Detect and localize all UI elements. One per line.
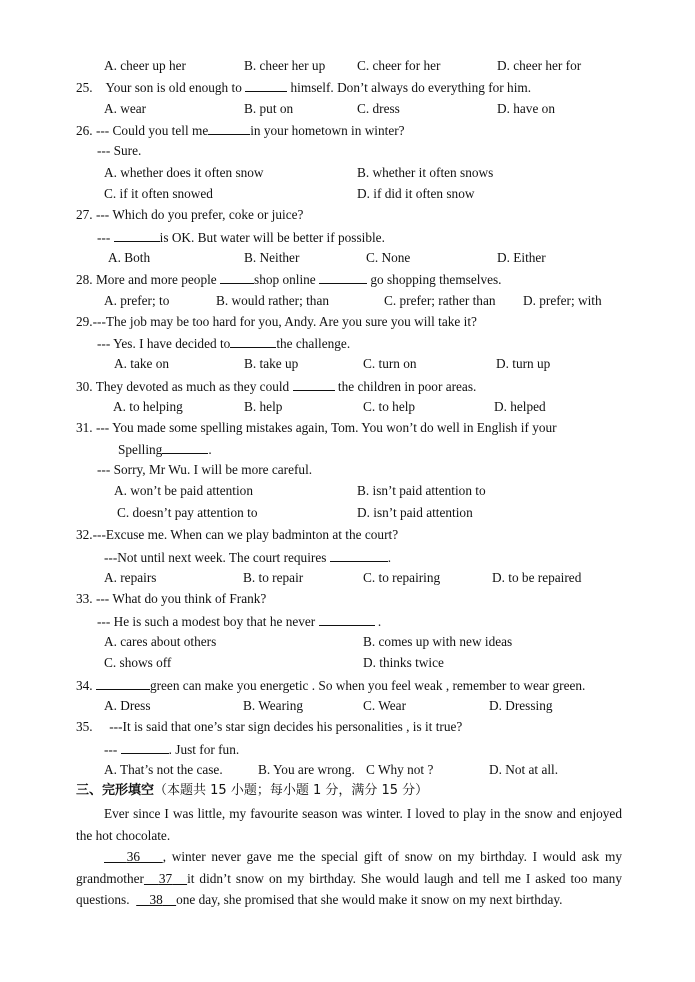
passage-text: , winter never gave me the special gift of snow on my birthday. I would ask my grandmother [76,849,622,886]
q25-stem [76,78,531,97]
q34-option-b[interactable]: B. Wearing [243,698,303,713]
q29-option-b[interactable]: B. take up [244,356,299,371]
q28-option-b[interactable]: B. would rather; than [216,293,329,308]
q28-option-d[interactable]: D. prefer; with [523,293,602,308]
answer-blank [230,334,276,348]
q30-option-a[interactable]: A. to helping [113,399,183,414]
q31-number: 31. [76,420,93,435]
q31-line1: --- You made some spelling mistakes again, Tom. You won’t do well in English if your [95,420,557,435]
q31-line2 [118,440,212,459]
passage-paragraph-2 [76,846,622,911]
q30-text-post: the children in poor areas. [337,379,477,394]
q33-line2 [97,612,381,631]
q28-stem [76,270,502,289]
q31-option-d[interactable]: D. isn’t paid attention [357,505,473,520]
q35-option-b[interactable]: B. You are wrong. [258,762,355,777]
q30-option-d[interactable]: D. helped [494,399,546,414]
q29-text-pre: --- Yes. I have decided to [97,336,231,351]
q31-option-c[interactable]: C. doesn’t pay attention to [117,505,258,520]
blank-38[interactable] [136,892,176,907]
q27-line1: --- Which do you prefer, coke or juice? [95,207,304,222]
passage-text: Ever since I was little, my favourite season was winter. I loved to play in the snow and enjoyed the hot chocolate. [76,806,622,843]
q33-text-pre: --- He is such a modest boy that he never [97,614,316,629]
passage-text: one day, she promised that she would make it snow on my next birthday. [176,892,563,907]
answer-blank [245,78,287,92]
q29-line2 [97,334,350,353]
section-title: 完形填空 [102,783,155,798]
q26-option-a[interactable]: A. whether does it often snow [104,165,264,180]
q28-text-post: go shopping themselves. [370,272,502,287]
q26-text-pre: --- Could you tell me [95,123,209,138]
q28-text-mid: shop online [254,272,316,287]
q34-number: 34. [76,678,93,693]
q25-option-d[interactable]: D. have on [497,101,555,116]
blank-37-number: 37 [158,870,173,886]
q32-option-a[interactable]: A. repairs [104,570,157,585]
q30-option-b[interactable]: B. help [244,399,283,414]
q35-text-pre: --- [104,742,118,757]
q29-option-d[interactable]: D. turn up [496,356,551,371]
q27-option-c[interactable]: C. None [366,250,411,265]
q33-line1: --- What do you think of Frank? [95,591,267,606]
answer-blank [220,270,254,284]
section-number: 三、 [76,783,103,798]
q26-number: 26. [76,123,93,138]
answer-blank [208,121,250,135]
q33-option-c[interactable]: C. shows off [104,655,172,670]
q35-number: 35. [76,719,93,734]
passage-text: it didn’t snow on my birthday. She would laugh and tell me I asked too many questions. [76,870,622,907]
q35-option-d[interactable]: D. Not at all. [489,762,559,777]
q26-reply: --- Sure. [97,143,142,158]
q34-option-c[interactable]: C. Wear [363,698,406,713]
q31-text-pre: Spelling [118,442,163,457]
q31-option-a[interactable]: A. won’t be paid attention [114,483,253,498]
q35-option-c[interactable]: C Why not ? [366,762,434,777]
q24-option-c[interactable]: C. cheer for her [357,58,441,73]
q29-text-post: the challenge. [276,336,351,351]
q31-option-b[interactable]: B. isn’t paid attention to [357,483,486,498]
q25-option-a[interactable]: A. wear [104,101,147,116]
q25-option-b[interactable]: B. put on [244,101,294,116]
q26-stem [76,121,405,140]
q33-number: 33. [76,591,93,606]
passage-paragraph-1 [76,803,622,846]
q35-option-a[interactable]: A. That’s not the case. [104,762,223,777]
q32-option-d[interactable]: D. to be repaired [492,570,582,585]
q28-text-pre: More and more people [95,272,217,287]
q27-number: 27. [76,207,93,222]
q27-option-b[interactable]: B. Neither [244,250,300,265]
blank-36[interactable] [104,849,163,864]
q35-line1: ---It is said that one’s star sign decides his personalities , is it true? [109,719,463,734]
q32-stem [76,526,398,544]
q30-number: 30. [76,379,93,394]
q30-option-c[interactable]: C. to help [363,399,416,414]
q29-option-c[interactable]: C. turn on [363,356,417,371]
q31-reply: --- Sorry, Mr Wu. I will be more careful. [97,462,313,477]
answer-blank [319,270,367,284]
q26-option-c[interactable]: C. if it often snowed [104,186,213,201]
q25-option-c[interactable]: C. dress [357,101,400,116]
q29-number: 29. [76,314,93,329]
blank-38-number: 38 [149,892,163,907]
q32-text-post: . [387,550,392,565]
q24-option-d[interactable]: D. cheer her for [497,58,582,73]
answer-blank [330,548,388,562]
q34-option-a[interactable]: A. Dress [104,698,151,713]
answer-blank [96,676,150,690]
q35-text-post: . Just for fun. [168,742,240,757]
q29-stem [76,313,477,331]
q27-line2 [97,228,385,247]
q32-text-pre: ---Not until next week. The court requires [104,550,327,565]
q30-stem [76,377,476,396]
q24-option-b[interactable]: B. cheer her up [244,58,326,73]
q24-option-a[interactable]: A. cheer up her [104,58,186,73]
q27-option-a[interactable]: A. Both [108,250,151,265]
q32-option-b[interactable]: B. to repair [243,570,304,585]
q25-number: 25. [76,80,93,95]
q30-text-pre: They devoted as much as they could [95,379,290,394]
blank-36-number: 36 [126,849,141,864]
q31-stem [76,419,557,437]
answer-blank [293,377,335,391]
q33-option-a[interactable]: A. cares about others [104,634,217,649]
q27-text-post: is OK. But water will be better if possible. [159,230,385,245]
q28-number: 28. [76,272,93,287]
q34-text-post: green can make you energetic . So when you feel weak , remember to wear green. [149,678,586,693]
answer-blank [162,440,208,454]
answer-blank [121,740,169,754]
q32-option-c[interactable]: C. to repairing [363,570,441,585]
q32-line2 [104,548,391,567]
answer-blank [114,228,160,242]
q26-text-post: in your hometown in winter? [250,123,405,138]
q27-text-pre: --- [97,230,111,245]
q27-stem [76,206,303,224]
q33-option-b[interactable]: B. comes up with new ideas [363,634,513,649]
q33-option-d[interactable]: D. thinks twice [363,655,444,670]
q35-stem [76,718,462,736]
q33-stem [76,590,266,608]
q25-text-pre: Your son is old enough to [105,80,242,95]
q32-number: 32. [76,527,93,542]
section-note: （本题共 15 小题；每小题 1 分，满分 15 分） [154,783,429,798]
blank-37[interactable] [144,871,187,886]
q25-text-post: himself. Don’t always do everything for him. [290,80,532,95]
q29-option-a[interactable]: A. take on [114,356,170,371]
q34-option-d[interactable]: D. Dressing [489,698,553,713]
q33-text-post: . [377,614,382,629]
q28-option-c[interactable]: C. prefer; rather than [384,293,496,308]
q26-option-b[interactable]: B. whether it often snows [357,165,494,180]
q34-stem [76,676,585,695]
q29-line1: ---The job may be too hard for you, Andy. Are you sure you will take it? [92,314,477,329]
answer-blank [319,612,375,626]
q35-line2 [104,740,239,759]
q32-line1: ---Excuse me. When can we play badminton at the court? [92,527,399,542]
q31-text-post: . [208,442,212,457]
q26-option-d[interactable]: D. if did it often snow [357,186,475,201]
q27-option-d[interactable]: D. Either [497,250,546,265]
q28-option-a[interactable]: A. prefer; to [104,293,170,308]
section-heading [76,782,428,800]
